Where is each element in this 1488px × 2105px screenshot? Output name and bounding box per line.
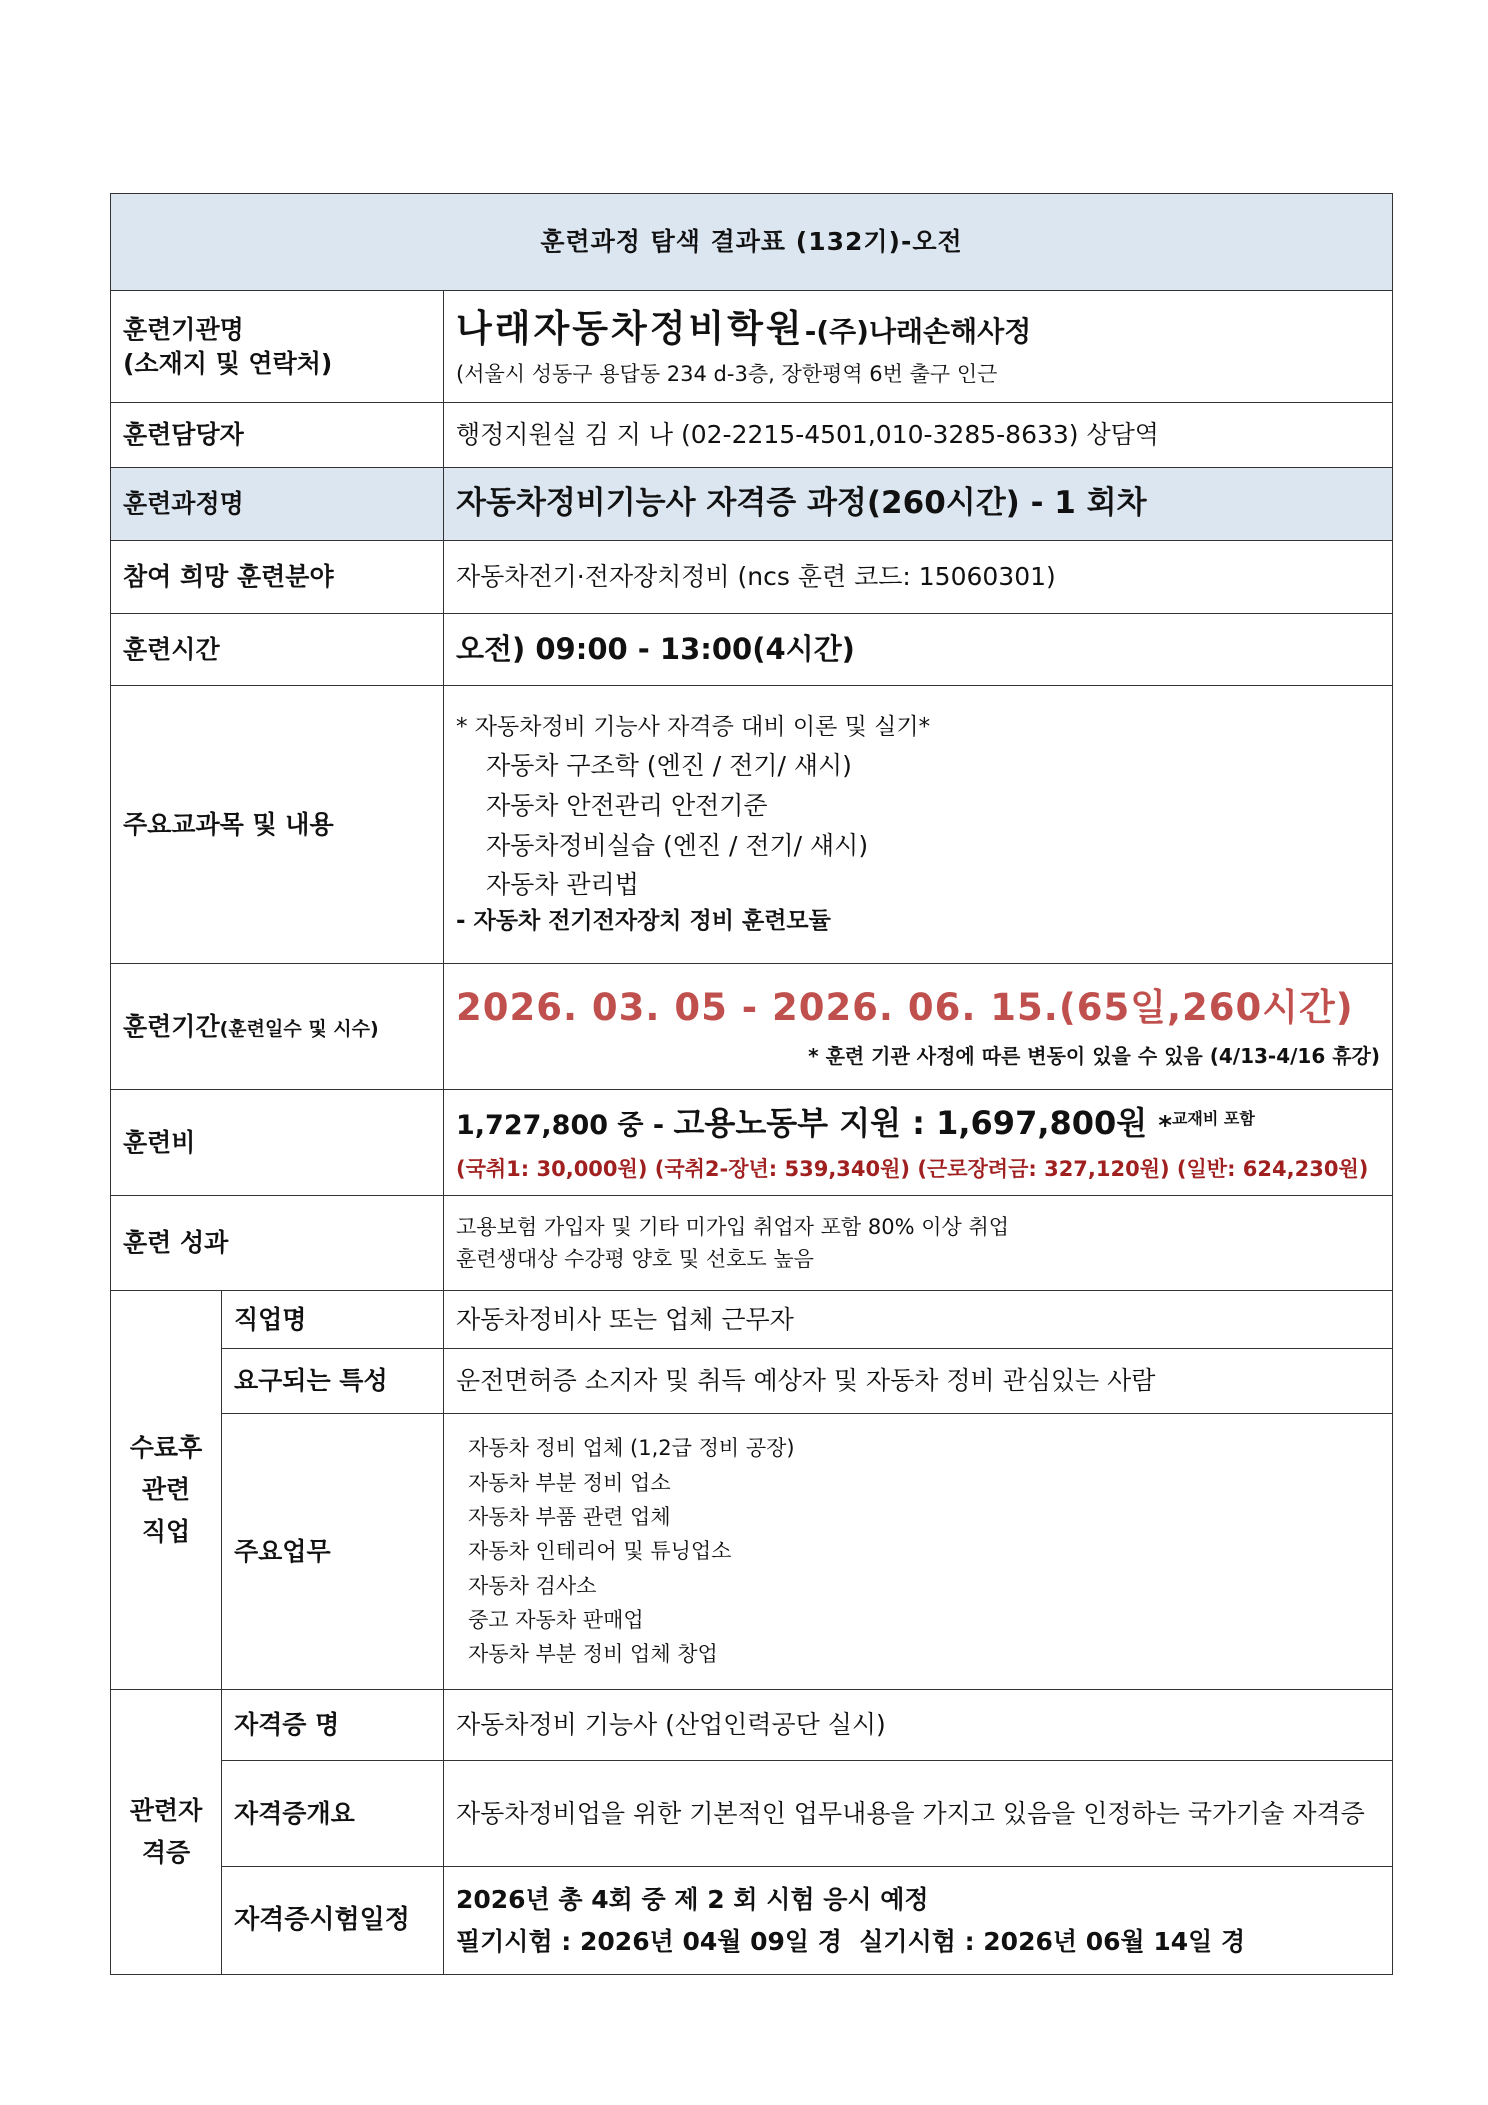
cert-group-label-line: 관련자 xyxy=(129,1796,203,1826)
subject-line: 자동차정비실습 (엔진 / 전기/ 섀시) xyxy=(486,830,869,860)
job-name-label: 직업명 xyxy=(222,1291,444,1349)
duty-item: 자동차 인테리어 및 튜닝업소 xyxy=(468,1539,732,1564)
cert-schedule-value xyxy=(444,1867,1393,1975)
subjects-value xyxy=(444,686,1393,964)
subjects-label: 주요교과목 및 내용 xyxy=(111,686,444,964)
time-label: 훈련시간 xyxy=(111,614,444,686)
cert-overview-value: 자동차정비업을 위한 기본적인 업무내용을 가지고 있음을 인정하는 국가기술 자격증 xyxy=(444,1761,1393,1867)
results-value xyxy=(444,1196,1393,1291)
duties-value xyxy=(444,1414,1393,1690)
subject-line: 자동차 관리법 xyxy=(486,870,639,900)
institution-label-line1: 훈련기관명 xyxy=(123,314,244,344)
course-label: 훈련과정명 xyxy=(111,468,444,541)
traits-label: 요구되는 특성 xyxy=(222,1349,444,1414)
duty-item: 중고 자동차 판매업 xyxy=(468,1608,644,1633)
course-result-table xyxy=(110,193,1393,1975)
jobs-group-label-line: 직업 xyxy=(141,1516,191,1546)
institution-value xyxy=(444,291,1393,403)
period-label-main: 훈련기간 xyxy=(123,1011,220,1041)
subject-module-line: - 자동차 전기전자장치 정비 훈련모듈 xyxy=(456,908,831,934)
results-line: 훈련생대상 수강평 양호 및 선호도 높음 xyxy=(456,1247,814,1271)
page-title: 훈련과정 탐색 결과표 (132기)-오전 xyxy=(111,194,1393,291)
duty-item: 자동차 부분 정비 업소 xyxy=(468,1470,671,1495)
period-dates: 2026. 03. 05 - 2026. 06. 15.(65일,260시간) xyxy=(456,986,1354,1030)
institution-label xyxy=(111,291,444,403)
fee-label: 훈련비 xyxy=(111,1090,444,1196)
cert-group-label xyxy=(111,1690,222,1975)
duty-item: 자동차 부품 관련 업체 xyxy=(468,1504,671,1529)
jobs-group-label-line: 관련 xyxy=(141,1475,191,1505)
institution-address: (서울시 성동구 용답동 234 d-3층, 장한평역 6번 출구 인근 xyxy=(456,362,998,387)
duty-item: 자동차 부분 정비 업체 창업 xyxy=(468,1642,718,1667)
subject-line: 자동차 안전관리 안전기준 xyxy=(486,790,768,820)
subject-line: * 자동차정비 기능사 자격증 대비 이론 및 실기* xyxy=(456,713,931,740)
jobs-group-label xyxy=(111,1291,222,1690)
fee-value xyxy=(444,1090,1393,1196)
cert-schedule-line1: 2026년 총 4회 중 제 2 회 시험 응시 예정 xyxy=(456,1884,929,1914)
results-label: 훈련 성과 xyxy=(111,1196,444,1291)
fee-note-star: * xyxy=(1158,1110,1172,1141)
field-value: 자동차전기·전자장치정비 (ncs 훈련 코드: 15060301) xyxy=(444,541,1393,614)
fee-breakdown: (국취1: 30,000원) (국취2-장년: 539,340원) (근로장려금: 327,120원) (일반: 624,230원) xyxy=(456,1156,1369,1181)
manager-label: 훈련담당자 xyxy=(111,403,444,468)
period-value xyxy=(444,964,1393,1090)
duty-item: 자동차 정비 업체 (1,2급 정비 공장) xyxy=(468,1436,795,1461)
duty-item: 자동차 검사소 xyxy=(468,1573,597,1598)
job-name-value: 자동차정비사 또는 업체 근무자 xyxy=(444,1291,1393,1349)
results-line: 고용보험 가입자 및 기타 미가입 취업자 포함 80% 이상 취업 xyxy=(456,1214,1010,1239)
period-label xyxy=(111,964,444,1090)
period-label-sub: (훈련일수 및 시수) xyxy=(219,1017,379,1040)
traits-value: 운전면허증 소지자 및 취득 예상자 및 자동차 정비 관심있는 사람 xyxy=(444,1349,1393,1414)
field-label: 참여 희망 훈련분야 xyxy=(111,541,444,614)
institution-subname: -(주)나래손해사정 xyxy=(804,315,1032,349)
cert-overview-label: 자격증개요 xyxy=(222,1761,444,1867)
institution-label-line2: (소재지 및 연락처) xyxy=(123,348,333,378)
cert-name-label: 자격증 명 xyxy=(222,1690,444,1761)
cert-schedule-label: 자격증시험일정 xyxy=(222,1867,444,1975)
time-value: 오전) 09:00 - 13:00(4시간) xyxy=(444,614,1393,686)
institution-name: 나래자동차정비학원 xyxy=(456,307,805,351)
subject-line: 자동차 구조학 (엔진 / 전기/ 섀시) xyxy=(486,751,852,780)
course-name: 자동차정비기능사 자격증 과정(260시간) - 1 회차 xyxy=(444,468,1393,541)
period-note: * 훈련 기관 사정에 따른 변동이 있을 수 있음 (4/13-4/16 휴강) xyxy=(808,1043,1380,1068)
fee-note: 교재비 포함 xyxy=(1171,1108,1255,1128)
fee-support: 고용노동부 지원 : 1,697,800원 xyxy=(673,1103,1159,1142)
fee-total: 1,727,800 중 - xyxy=(456,1109,674,1141)
manager-value: 행정지원실 김 지 나 (02-2215-4501,010-3285-8633) 상담역 xyxy=(444,403,1393,468)
jobs-group-label-line: 수료후 xyxy=(129,1433,203,1463)
cert-name-value: 자동차정비 기능사 (산업인력공단 실시) xyxy=(444,1690,1393,1761)
cert-schedule-line2: 필기시험 : 2026년 04월 09일 경 실기시험 : 2026년 06월 14일 경 xyxy=(456,1926,1246,1956)
duties-label: 주요업무 xyxy=(222,1414,444,1690)
cert-group-label-line: 격증 xyxy=(141,1838,191,1867)
